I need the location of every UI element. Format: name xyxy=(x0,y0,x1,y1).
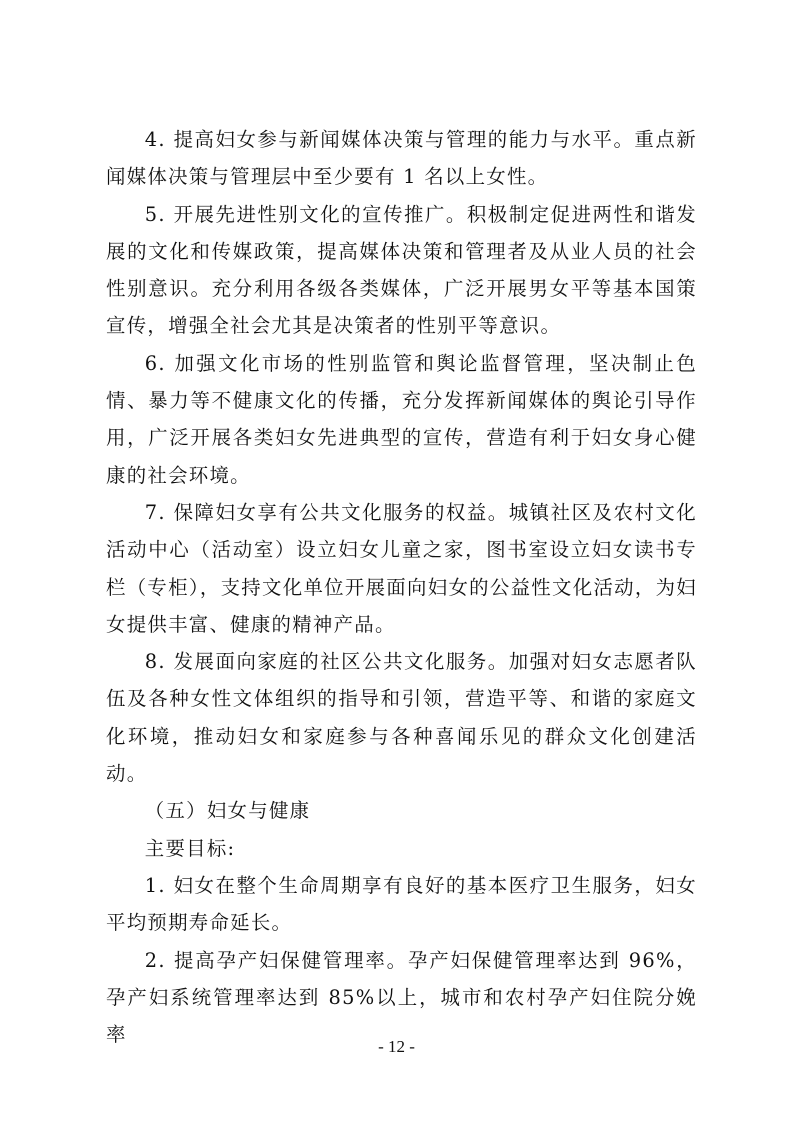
section-heading: （五）妇女与健康 xyxy=(144,799,311,823)
paragraph-item-8: 8. 发展面向家庭的社区公共文化服务。加强对妇女志愿者队伍及各种女性文体组织的指导和引领，营造平等、和谐的家庭文化环境，推动妇女和家庭参与各种喜闻乐见的群众文化创建活动。 xyxy=(106,650,697,786)
goal-item-1: 1. 妇女在整个生命周期享有良好的基本医疗卫生服务，妇女平均预期寿命延长。 xyxy=(106,873,697,935)
paragraph-item-7: 7. 保障妇女享有公共文化服务的权益。城镇社区及农村文化活动中心（活动室）设立妇女儿童之家，图书室设立妇女读书专栏（专柜），支持文化单位开展面向妇女的公益性文化活动，为妇女提供丰富、健康的精神产品。 xyxy=(106,500,697,636)
goal-item-2: 2. 提高孕产妇保健管理率。孕产妇保健管理率达到 96%，孕产妇系统管理率达到 85%以上，城市和农村孕产妇住院分娩率 xyxy=(106,948,697,1047)
goals-label: 主要目标: xyxy=(144,836,236,860)
page-number: - 12 - xyxy=(378,1037,415,1056)
paragraph-item-6: 6. 加强文化市场的性别监管和舆论监督管理，坚决制止色情、暴力等不健康文化的传播，充分发挥新闻媒体的舆论引导作用，广泛开展各类妇女先进典型的宣传，营造有利于妇女身心健康的社会环境。 xyxy=(106,351,697,487)
paragraph-item-4: 4. 提高妇女参与新闻媒体决策与管理的能力与水平。重点新闻媒体决策与管理层中至少要有 1 名以上女性。 xyxy=(106,128,697,189)
page-body xyxy=(106,121,697,1053)
paragraph-item-5: 5. 开展先进性别文化的宣传推广。积极制定促进两性和谐发展的文化和传媒政策，提高媒体决策和管理者及从业人员的社会性别意识。充分利用各级各类媒体，广泛开展男女平等基本国策宣传，增强全社会尤其是决策者的性别平等意识。 xyxy=(106,202,697,338)
